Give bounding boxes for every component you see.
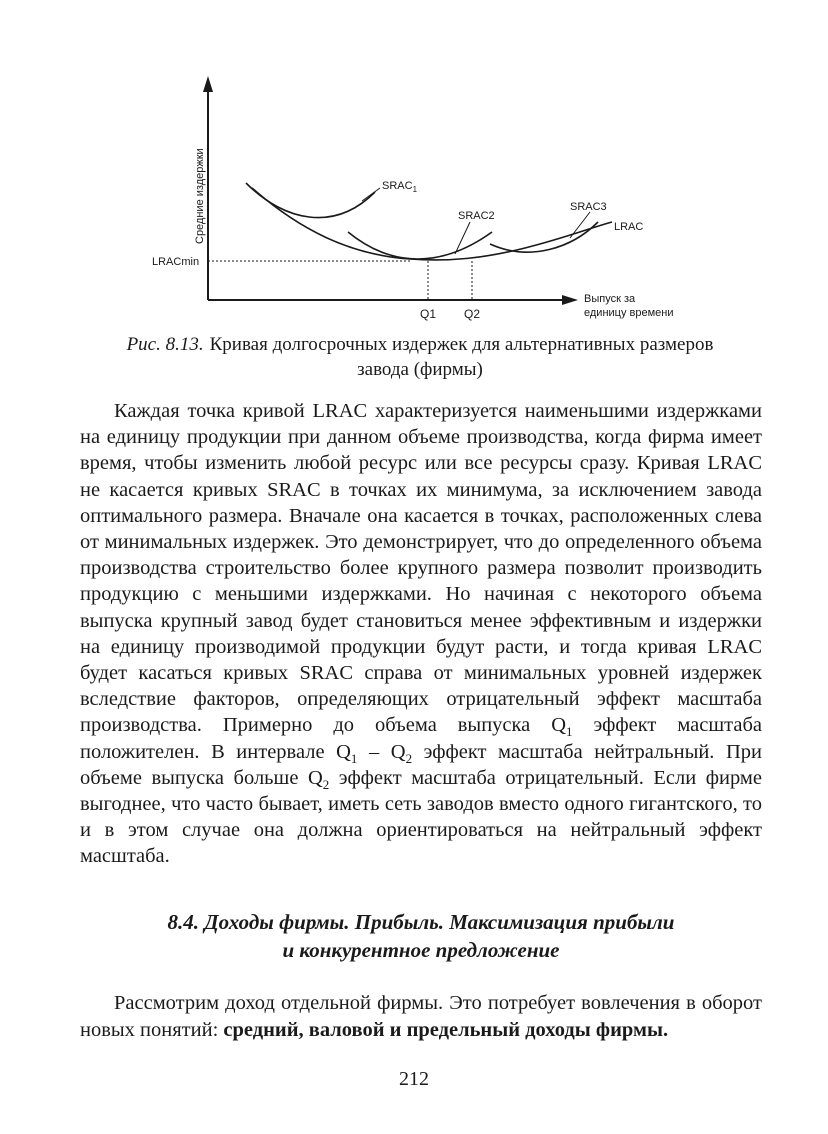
page-number: 212 [399,1068,429,1090]
y-axis-label: Средние издержки [194,148,206,244]
paragraph1-sub4: 2 [322,776,330,792]
y-axis-arrow [203,76,213,92]
lrac-curve [252,188,612,260]
paragraph-revenue [80,990,762,1044]
figure-caption [90,332,750,382]
srac1-leader [362,188,380,201]
figure-number: Рис. 8.13. [126,334,204,355]
srac2-curve [348,232,492,259]
paragraph-lrac [80,398,762,870]
paragraph1-part2: эффект масштаба положителен. В интервале Q [80,714,762,763]
paragraph1-sub2: 1 [350,750,358,766]
lracmin-label: LRACmin [152,256,200,268]
x-axis-label-line1: Выпуск за [584,293,636,305]
section-heading [80,908,762,964]
section-heading-line1: 8.4. Доходы фирмы. Прибыль. Максимизация прибыли [167,910,675,934]
cost-curves-figure [0,0,828,330]
paragraph1-sub1: 1 [566,724,573,740]
lrac-label: LRAC [614,221,644,233]
paragraph2-bold: средний, валовой и предельный доходы фирмы. [223,1019,669,1041]
caption-line1: Кривая долгосрочных издержек для альтернативных размеров [209,334,714,355]
srac3-leader [570,212,590,238]
x-axis-label-line2: единицу времени [584,307,674,319]
srac1-label: $SRAC_1$ [382,180,418,194]
srac3-label: SRAC3 [570,201,607,213]
srac1-curve [246,183,375,218]
paragraph1-sub3: 2 [405,750,413,766]
q2-label: Q2 [464,307,481,321]
paragraph1-part3: – Q [357,740,406,763]
srac2-label: SRAC2 [458,210,495,222]
paragraph1-part5: эффект масштаба отрицательный. Если фирме выгоднее, что часто бывает, иметь сеть заводов вместо одного гигантского, то и в этом случае она должна ориентироваться на нейтральный эффект масштаба. [80,766,762,868]
caption-line2: завода (фирмы) [357,359,483,380]
paragraph2-text: Рассмотрим доход отдельной фирмы. Это потребует вовлечения в оборот новых понятий: [80,992,762,1041]
srac3-curve [490,222,598,252]
q1-label: Q1 [420,307,437,321]
paragraph1-part1: Каждая точка кривой LRAC характеризуется наименьшими издержками на единицу продукции при данном объеме производства, когда фирма имеет время, чтобы изменить любой ресурс или все ресурсы сразу. Кривая LRAC не касается кривых SRAC в точках их минимума, за исключением завода оптимального размера. Вначале она касается в точках, расположенных слева от минимальных издержек. Это демонстрирует, что до определенного объема производства строительство более крупного размера позволит производить продукцию с меньшими издержками. Но начиная с некоторого объема выпуска крупный завод будет становиться менее эффективным и издержки на единицу производимой продукции будут расти, и тогда кривая LRAC будет касаться кривых SRAC справа от минимальных уровней издержек вследствие факторов, определяющих отрицательный эффект масштаба производства. Примерно до объема выпуска Q [80,400,762,737]
x-axis-arrow [562,295,578,305]
section-heading-line2: и конкурентное предложение [282,938,560,962]
paragraph1-part4: эффект масштаба нейтральный. При объеме выпуска больше Q [80,740,763,789]
